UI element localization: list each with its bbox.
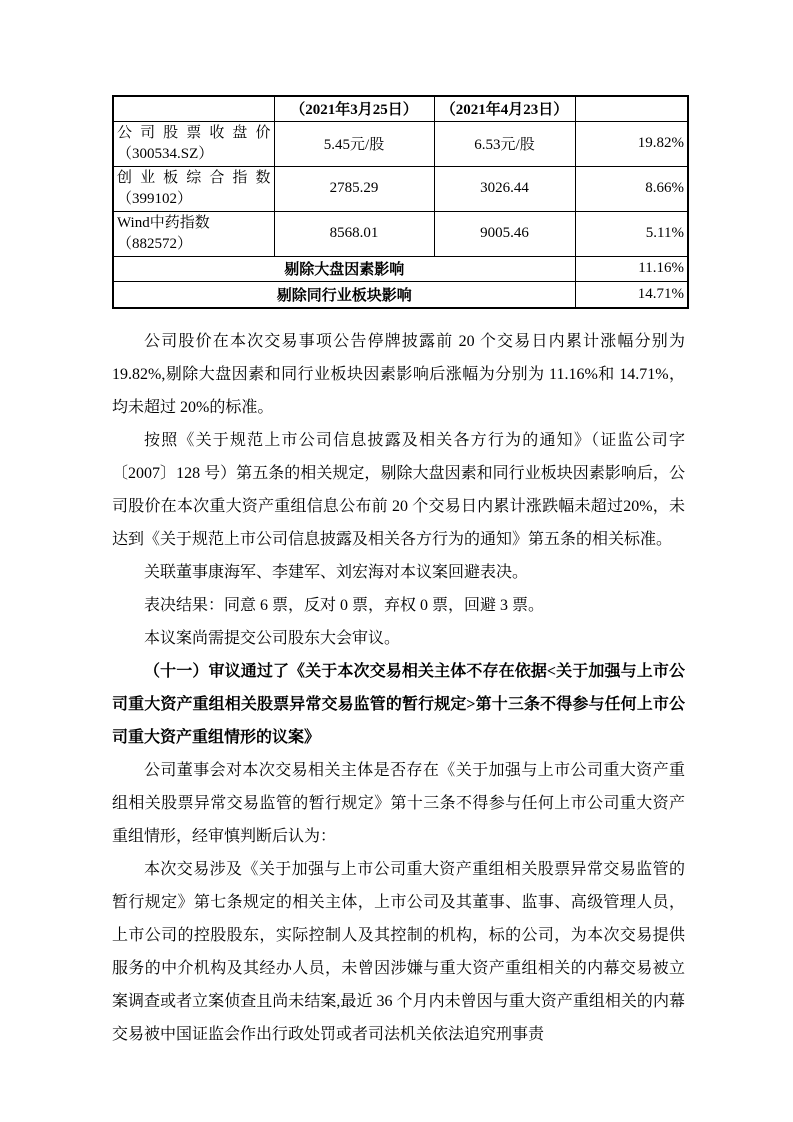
paragraph-price-increase-summary: 公司股价在本次交易事项公告停牌披露前 20 个交易日内累计涨幅分别为19.82%,剔除大盘因素和同行业板块因素影响后涨幅为分别为 11.16%和 14.71%，均未超过 20%的标准。 <box>112 333 685 416</box>
table-row-chinext-index <box>113 166 688 211</box>
cell-chinext-change: 8.66% <box>575 166 688 211</box>
cell-wind-tcm-mar25: 8568.01 <box>274 211 434 256</box>
cell-excl-sector-factor-label: 剔除同行业板块影响 <box>113 281 575 308</box>
cell-chinext-apr23: 3026.44 <box>434 166 575 211</box>
table-header-row <box>113 96 688 121</box>
cell-chinext-mar25: 2785.29 <box>274 166 434 211</box>
cell-wind-tcm-label: Wind中药指数（882572） <box>113 211 274 256</box>
cell-close-price-mar25: 5.45元/股 <box>274 121 434 166</box>
paragraph-regulation-basis: 按照《关于规范上市公司信息披露及相关各方行为的通知》（证监公司字〔2007〕128 号）第五条的相关规定，剔除大盘因素和同行业板块因素影响后，公司股价在本次重大资产重组信息公布前 20 个交易日内累计涨跌幅未超过20%，未达到《关于规范上市公司信息披露及相关各方行为的通知》第五条的相关标准。 <box>112 432 685 548</box>
cell-excl-market-factor-label: 剔除大盘因素影响 <box>113 256 575 281</box>
cell-wind-tcm-change: 5.11% <box>575 211 688 256</box>
table-row-excl-market-factor <box>113 256 688 281</box>
label-line-1: 公司股票收盘价 <box>117 124 271 141</box>
cell-close-price-change: 19.82% <box>575 121 688 166</box>
cell-close-price-apr23: 6.53元/股 <box>434 121 575 166</box>
label-line-1: 创业板综合指数 <box>117 169 271 186</box>
paragraph-related-parties-statement: 本次交易涉及《关于加强与上市公司重大资产重组相关股票异常交易监管的暂行规定》第七条规定的相关主体，上市公司及其董事、监事、高级管理人员，上市公司的控股股东，实际控制人及其控制的机构，标的公司，为本次交易提供服务的中介机构及其经办人员，未曾因涉嫌与重大资产重组相关的内幕交易被立案调查或者立案侦查且尚未结案,最近 36 个月内未曾因与重大资产重组相关的内幕交易被中国证监会作出行政处罚或者司法机关依法追究刑事责 <box>112 861 685 1043</box>
paragraph-submit-shareholders-meeting: 本议案尚需提交公司股东大会审议。 <box>144 630 401 647</box>
table-row-excl-sector-factor <box>113 281 688 308</box>
table-row-company-close-price <box>113 121 688 166</box>
header-cell-empty <box>113 96 274 121</box>
cell-wind-tcm-apr23: 9005.46 <box>434 211 575 256</box>
header-cell-change <box>575 96 688 121</box>
header-cell-date-mar25: （2021年3月25日） <box>274 96 434 121</box>
cell-excl-sector-factor-value: 14.71% <box>575 281 688 308</box>
paragraph-board-judgement: 公司董事会对本次交易相关主体是否存在《关于加强与上市公司重大资产重组相关股票异常交易监管的暂行规定》第十三条不得参与任何上市公司重大资产重组情形，经审慎判断后认为： <box>112 762 685 845</box>
heading-item-11: （十一）审议通过了《关于本次交易相关主体不存在依据<关于加强与上市公司重大资产重组相关股票异常交易监管的暂行规定>第十三条不得参与任何上市公司重大资产重组情形的议案》 <box>112 663 685 746</box>
table-row-wind-tcm-index <box>113 211 688 256</box>
page-content <box>112 95 687 1051</box>
cell-company-close-price-label <box>113 121 274 166</box>
body-text <box>112 325 685 1051</box>
stock-price-comparison-table <box>112 95 689 309</box>
paragraph-voting-result: 表决结果：同意 6 票，反对 0 票，弃权 0 票，回避 3 票。 <box>144 597 545 614</box>
label-line-2: （300534.SZ） <box>117 145 214 162</box>
label-line-2: （399102） <box>117 190 193 207</box>
header-cell-date-apr23: （2021年4月23日） <box>434 96 575 121</box>
cell-chinext-index-label <box>113 166 274 211</box>
cell-excl-market-factor-value: 11.16% <box>575 256 688 281</box>
paragraph-directors-abstain: 关联董事康海军、李建军、刘宏海对本议案回避表决。 <box>144 564 529 581</box>
